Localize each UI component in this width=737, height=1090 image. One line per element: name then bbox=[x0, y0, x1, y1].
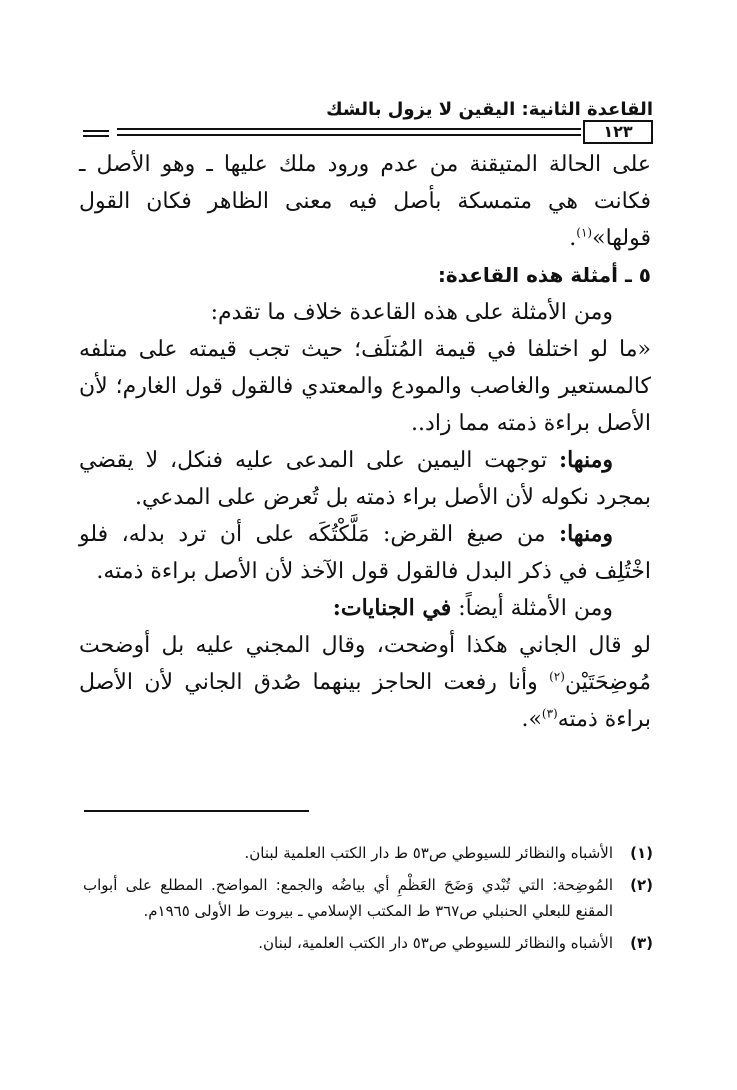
paragraph-3: «ما لو اختلفا في قيمة المُتلَف؛ حيث تجب قيمته على متلفه كالمستعير والغاصب والمودع والمعتدي فالقول قول الغارم؛ لأن الأصل براءة ذمته مما زاد.. bbox=[79, 337, 651, 436]
footnote-text: المُوضِحة: التي تُبْدي وَضَحَ العَظْمِ أي بياضُه والجمع: المواضح. المطلع على أبواب المقنع للبعلي الحنبلي ص٣٦٧ ط المكتب الإسلامي ـ بيروت ط الأولى ١٩٦٥م. bbox=[83, 876, 613, 920]
footnote-item bbox=[83, 872, 653, 924]
section-heading: ٥ ـ أمثلة هذه القاعدة: bbox=[437, 263, 651, 287]
double-rule bbox=[117, 128, 581, 136]
footnote-ref-1[interactable]: (١) bbox=[576, 225, 593, 240]
paragraph-4: ومنها: توجهت اليمين على المدعى عليه فنكل، لا يقضي بمجرد نكوله لأن الأصل براء ذمته بل تُعرض على المدعي. bbox=[79, 447, 651, 510]
page-number: ١٢٣ bbox=[583, 120, 653, 144]
header-rule bbox=[83, 120, 653, 142]
paragraph-1: على الحالة المتيقنة من عدم ورود ملك عليها ـ وهو الأصل ـ فكانت هي متمسكة بأصل فيه معنى الظاهر فكان القول قولها»$^{(١)}$. bbox=[79, 152, 651, 251]
footnote-separator bbox=[84, 810, 309, 812]
main-text bbox=[79, 146, 651, 738]
footnote-item bbox=[83, 840, 653, 866]
footnote-item bbox=[83, 930, 653, 956]
paragraph-5: ومنها: من صيغ القرض: مَلَّكْتُكَه على أن ترد بدله، فلو اخْتُلِف في ذكر البدل فالقول قول الآخذ لأن الأصل براءة ذمته. bbox=[79, 521, 651, 584]
footnote-ref-2[interactable]: (٢) bbox=[549, 669, 565, 684]
footnote-number: (٢) bbox=[630, 876, 653, 894]
paragraph-6: ومن الأمثلة أيضاً: في الجنايات: bbox=[332, 595, 613, 621]
rule-dash-top bbox=[83, 130, 109, 132]
footnotes bbox=[83, 840, 653, 962]
footnote-text: الأشباه والنظائر للسيوطي ص٥٣ ط دار الكتب العلمية لبنان. bbox=[244, 844, 613, 862]
footnote-number: (٣) bbox=[630, 934, 653, 952]
footnote-number: (١) bbox=[630, 844, 653, 862]
footnote-ref-3[interactable]: (٣) bbox=[541, 706, 558, 721]
paragraph-2: ومن الأمثلة على هذه القاعدة خلاف ما تقدم: bbox=[210, 300, 613, 325]
footnote-text: الأشباه والنظائر للسيوطي ص٥٣ دار الكتب العلمية، لبنان. bbox=[258, 934, 613, 952]
paragraph-7: لو قال الجاني هكذا أوضحت، وقال المجني عليه بل أوضحت مُوضِحَتَيْن$^{(٢)}$ وأنا رفعت الحاجز بينهما صُدق الجاني لأن الأصل براءة ذمته$^{(٣)}$». bbox=[79, 633, 651, 732]
rule-dash-bottom bbox=[83, 135, 109, 137]
running-header-title: القاعدة الثانية: اليقين لا يزول بالشك bbox=[326, 99, 653, 120]
